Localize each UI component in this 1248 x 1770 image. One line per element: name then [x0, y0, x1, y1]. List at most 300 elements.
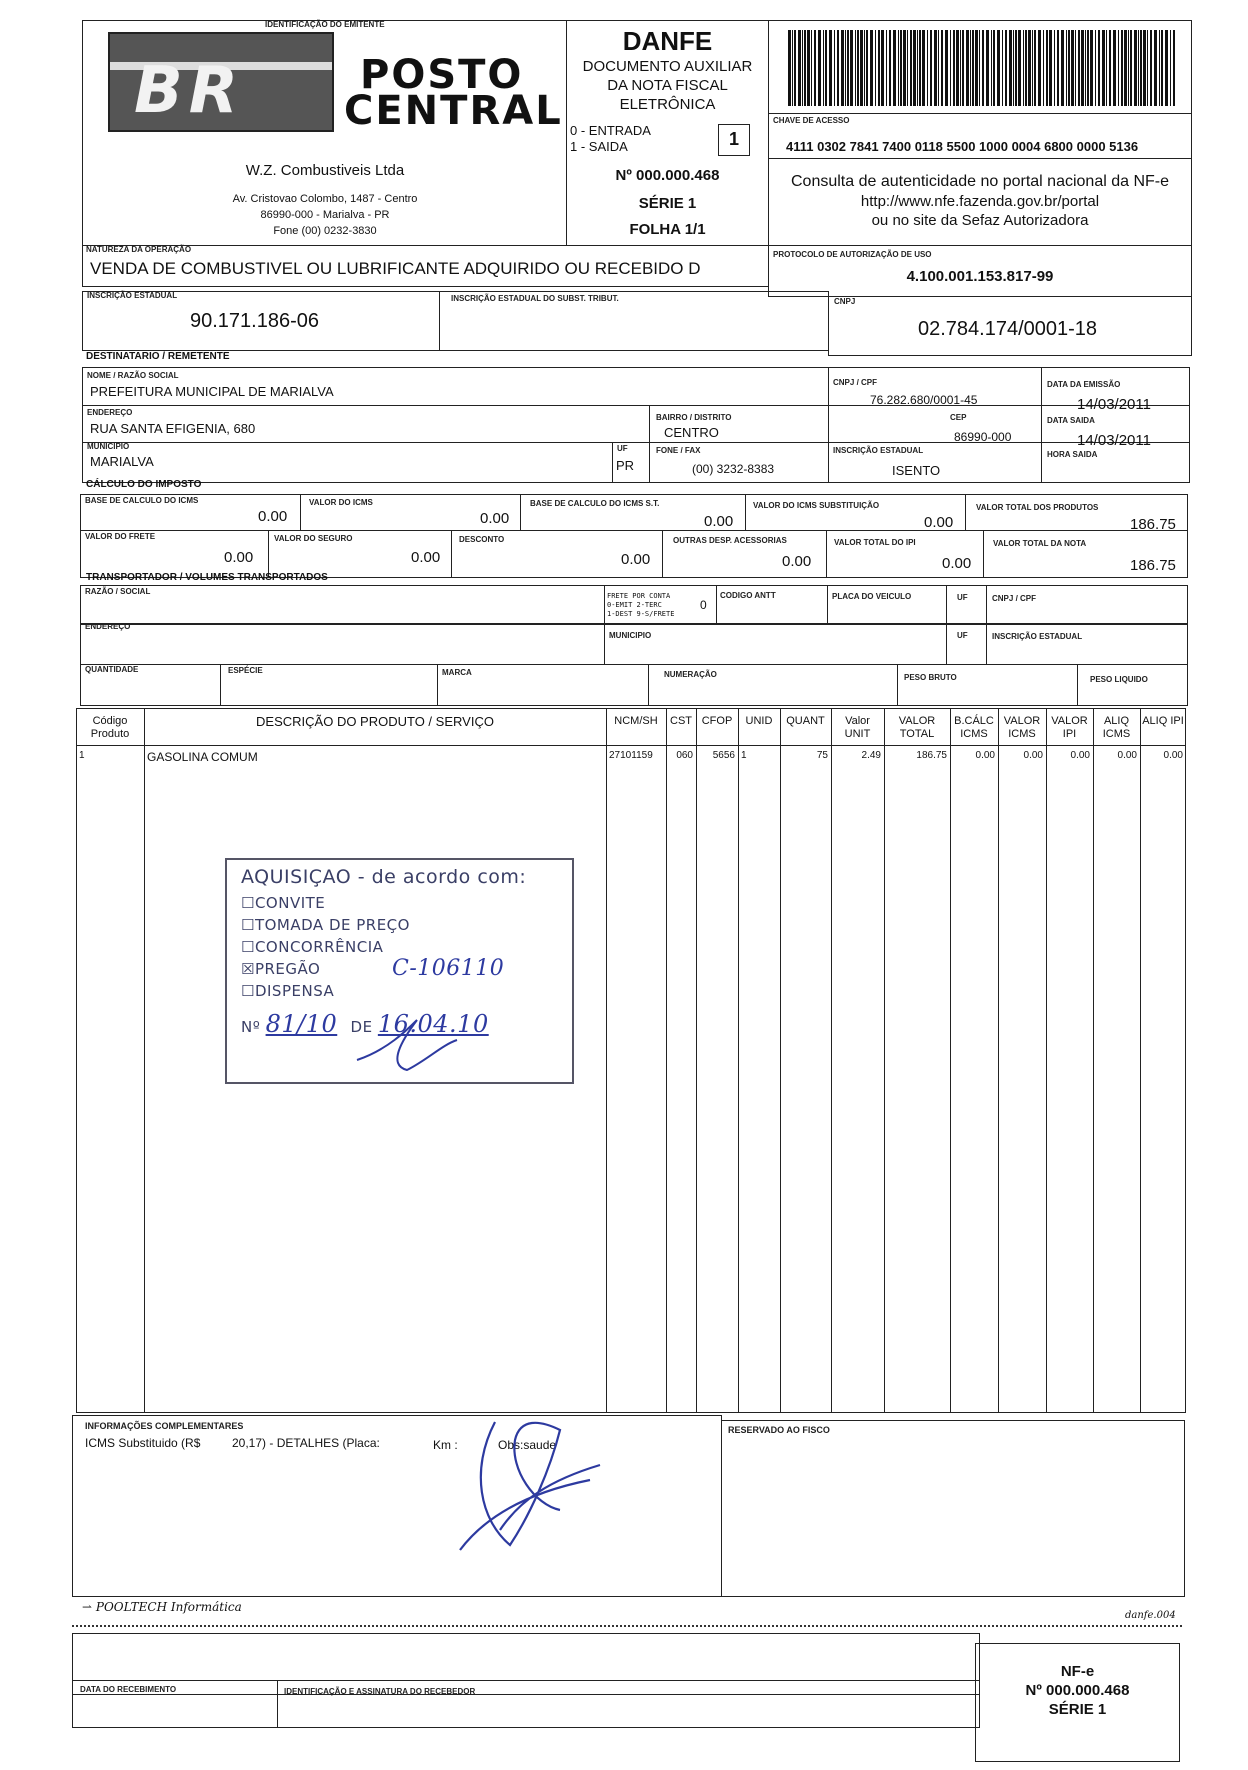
barcode-bar: [1165, 30, 1168, 106]
dest-uf: PR: [616, 458, 635, 473]
barcode-bar: [860, 30, 863, 106]
ipi-label: VALOR TOTAL DO IPI: [834, 538, 916, 547]
natureza-label: NATUREZA DA OPERAÇÃO: [86, 245, 192, 254]
barcode-bar: [857, 30, 859, 106]
table-cell: GASOLINA COMUM: [147, 750, 258, 764]
barcode-bar: [962, 30, 964, 106]
pooltech-icon: ⇀: [82, 1600, 93, 1614]
divider: [986, 623, 987, 665]
dest-endereco-label: ENDEREÇO: [87, 408, 133, 417]
pooltech-logo: [82, 1600, 242, 1614]
barcode-bar: [845, 30, 846, 106]
dest-cnpj: 76.282.680/0001-45: [870, 393, 978, 407]
barcode-bar: [788, 30, 791, 106]
divider: [716, 585, 717, 625]
fisco-label: RESERVADO AO FISCO: [728, 1425, 830, 1435]
column-divider: [1140, 708, 1141, 1413]
stamp-dispensa: DISPENSA: [254, 982, 335, 1000]
barcode-bar: [1057, 30, 1059, 106]
divider: [220, 664, 221, 706]
stamp-line-5: ☒PREGÃO: [241, 960, 321, 978]
table-cell: 060: [676, 750, 693, 761]
divider: [520, 494, 521, 530]
transp-quantidade-label: QUANTIDADE: [85, 665, 139, 674]
barcode-bar: [1098, 30, 1100, 106]
barcode-bar: [1023, 30, 1024, 106]
fisco-box: [721, 1420, 1185, 1597]
column-header: VALOR IPI: [1051, 715, 1088, 740]
consulta-line-3: ou no site da Sefaz Autorizadora: [871, 212, 1089, 229]
table-cell: 5656: [712, 750, 735, 761]
barcode-bar: [997, 30, 1000, 106]
consulta-line-1: Consulta de autenticidade no portal nacional da NF-e: [790, 173, 1170, 190]
dest-ie: ISENTO: [892, 463, 941, 478]
divider: [82, 442, 1190, 443]
column-header: QUANT: [786, 715, 825, 727]
dest-cep: 86990-000: [954, 430, 1012, 444]
barcode-bar: [1085, 30, 1086, 106]
barcode-bar: [1068, 30, 1070, 106]
barcode-bar: [922, 30, 925, 106]
column-divider: [884, 708, 885, 1413]
barcode-bar: [1140, 30, 1142, 106]
stamp-de-label: DE: [350, 1018, 373, 1036]
aquisicao-stamp: [225, 858, 574, 1084]
info-km: Km :: [433, 1438, 458, 1452]
transp-numeracao-label: NUMERAÇÃO: [664, 670, 717, 679]
column-divider: [738, 708, 739, 1413]
dest-emissao: 14/03/2011: [1077, 396, 1151, 413]
pooltech-text: POOLTECH Informática: [95, 1600, 242, 1614]
barcode-bar: [866, 30, 868, 106]
divider: [604, 623, 605, 665]
barcode-bar: [927, 30, 928, 106]
barcode-bar: [1170, 30, 1171, 106]
divider: [1077, 664, 1078, 706]
column-header: Valor UNIT: [844, 715, 871, 740]
transp-uf-label: UF: [957, 593, 968, 602]
barcode-bar: [1118, 30, 1119, 106]
seguro-label: VALOR DO SEGURO: [274, 534, 353, 543]
divider: [745, 494, 746, 530]
barcode-bar: [841, 30, 844, 106]
transp-marca-label: MARCA: [442, 668, 472, 677]
dest-fone: (00) 3232-8383: [692, 462, 775, 476]
dest-saida-label: DATA SAIDA: [1047, 416, 1095, 425]
emitente-endereco: Av. Cristovao Colombo, 1487 - Centro: [232, 193, 418, 205]
barcode-bar: [1066, 30, 1067, 106]
transp-ie-label: INSCRIÇÃO ESTADUAL: [992, 632, 1083, 641]
table-cell: 0.00: [1163, 750, 1183, 761]
valor-icms: 0.00: [480, 510, 510, 527]
destinatario-section: DESTINATARIO / REMETENTE: [86, 351, 230, 362]
barcode-bar: [1054, 30, 1055, 106]
stamp-concorrencia: CONCORRÊNCIA: [254, 938, 384, 956]
divider: [300, 494, 301, 530]
barcode-bar: [919, 30, 921, 106]
barcode-bar: [953, 30, 955, 106]
divider: [277, 1680, 278, 1728]
barcode-bar: [864, 30, 865, 106]
emitente-fone: Fone (00) 0232-3830: [273, 225, 377, 237]
barcode-bar: [1161, 30, 1163, 106]
table-cell: 1: [79, 750, 85, 761]
barcode-bar: [802, 30, 803, 106]
stamp-tomada: TOMADA DE PREÇO: [254, 916, 410, 934]
barcode-bar: [1015, 30, 1017, 106]
divider: [828, 367, 829, 483]
transp-placa-label: PLACA DO VEICULO: [832, 592, 912, 601]
barcode-bar: [1018, 30, 1021, 106]
frete-line-1: FRETE POR CONTA: [607, 592, 671, 600]
barcode-bar: [1034, 30, 1036, 106]
seguro: 0.00: [411, 549, 441, 566]
barcode-bar: [850, 30, 853, 106]
barcode-bar: [1071, 30, 1074, 106]
divider: [268, 530, 269, 578]
protocolo-value: 4.100.001.153.817-99: [906, 268, 1054, 285]
barcode-bar: [1087, 30, 1089, 106]
column-divider: [998, 708, 999, 1413]
consulta-line-2: http://www.nfe.fazenda.gov.br/portal: [860, 193, 1100, 210]
info-obs: Obs:saude: [498, 1438, 557, 1452]
barcode-bar: [811, 30, 812, 106]
barcode-bar: [966, 30, 969, 106]
barcode-bar: [825, 30, 827, 106]
divider: [768, 113, 1192, 114]
stamp-line-4: ☐CONCORRÊNCIA: [241, 938, 384, 956]
column-header: VALOR ICMS: [1003, 715, 1041, 740]
barcode-bar: [1081, 30, 1084, 106]
barcode-bar: [907, 30, 908, 106]
column-header: DESCRIÇÃO DO PRODUTO / SERVIÇO: [256, 714, 494, 729]
column-header: ALIQ ICMS: [1102, 715, 1131, 740]
column-header: UNID: [745, 715, 773, 727]
barcode-bar: [1130, 30, 1132, 106]
ie-value: 90.171.186-06: [190, 310, 320, 332]
barcode-bar: [1113, 30, 1116, 106]
dest-bairro-label: BAIRRO / DISTRITO: [656, 413, 732, 422]
barcode-bar: [1109, 30, 1111, 106]
barcode-bar: [1173, 30, 1175, 106]
barcode-bar: [1095, 30, 1096, 106]
total-nota: 186.75: [1130, 557, 1176, 574]
info-icms-val: 20,17) - DETALHES (Placa:: [232, 1436, 380, 1450]
barcode-bar: [1013, 30, 1014, 106]
natureza-value: VENDA DE COMBUSTIVEL OU LUBRIFICANTE ADQUIRIDO OU RECEBIDO D: [90, 259, 701, 278]
transp-razao-label: RAZÃO / SOCIAL: [85, 587, 151, 596]
base-st-label: BASE DE CALCULO DO ICMS S.T.: [530, 499, 660, 508]
barcode-bar: [993, 30, 995, 106]
imposto-section: CÁLCULO DO IMPOSTO: [86, 479, 202, 490]
barcode-bar: [1134, 30, 1137, 106]
transp-antt-label: CODIGO ANTT: [720, 591, 776, 600]
barcode-bar: [1032, 30, 1033, 106]
barcode-bar: [1159, 30, 1160, 106]
divider: [604, 585, 605, 625]
divider: [1041, 367, 1042, 483]
transp-uf2-label: UF: [957, 631, 968, 640]
barcode-bar: [1009, 30, 1012, 106]
barcode-bar: [881, 30, 884, 106]
emitente-razao: W.Z. Combustiveis Ltda: [245, 162, 405, 179]
ie-subst-label: INSCRIÇÃO ESTADUAL DO SUBST. TRIBUT.: [451, 294, 619, 303]
barcode-bar: [898, 30, 899, 106]
emitente-label: IDENTIFICAÇÃO DO EMITENTE: [265, 20, 385, 29]
outras-label: OUTRAS DESP. ACESSORIAS: [673, 536, 787, 545]
barcode-bar: [986, 30, 989, 106]
desconto: 0.00: [621, 551, 651, 568]
barcode-bar: [855, 30, 856, 106]
barcode-bar: [875, 30, 876, 106]
dest-municipio: MARIALVA: [90, 454, 154, 469]
divider: [612, 442, 613, 483]
stamp-line-1: AQUISIÇAO - de acordo com:: [241, 866, 527, 888]
divider: [82, 405, 1190, 406]
base-icms-label: BASE DE CALCULO DO ICMS: [85, 496, 199, 505]
barcode-bar: [807, 30, 810, 106]
column-divider: [666, 708, 667, 1413]
stamp-convite: CONVITE: [254, 894, 326, 912]
info-label: INFORMAÇÕES COMPLEMENTARES: [85, 1421, 244, 1431]
footer-nfe: NF-e: [1060, 1663, 1095, 1680]
transp-municipio-label: MUNICIPIO: [609, 631, 652, 640]
table-cell: 186.75: [916, 750, 947, 761]
barcode-bar: [893, 30, 896, 106]
danfe-entrada: 0 - ENTRADA: [570, 123, 651, 138]
logo-central-text: CENTRAL: [344, 88, 563, 134]
barcode-bar: [970, 30, 971, 106]
stamp-line-2: ☐CONVITE: [241, 894, 326, 912]
logo-posto-text: POSTO: [360, 52, 524, 98]
barcode-bar: [975, 30, 978, 106]
stamp-n-value: 81/10: [265, 1010, 338, 1038]
barcode-bar: [1028, 30, 1031, 106]
recebimento-label: DATA DO RECEBIMENTO: [80, 1685, 177, 1694]
dest-saida: 14/03/2011: [1077, 432, 1151, 449]
table-cell: 0.00: [1023, 750, 1043, 761]
dest-uf-label: UF: [617, 444, 628, 453]
barcode-bar: [1075, 30, 1076, 106]
dest-fone-label: FONE / FAX: [656, 446, 701, 455]
barcode-bar: [960, 30, 961, 106]
divider: [649, 405, 650, 483]
frete: 0.00: [224, 549, 254, 566]
dest-cnpj-label: CNPJ / CPF: [833, 378, 878, 387]
barcode-bar: [794, 30, 796, 106]
dest-endereco: RUA SANTA EFIGENIA, 680: [90, 421, 256, 436]
barcode-bar: [903, 30, 906, 106]
divider: [946, 585, 947, 625]
divider: [648, 664, 649, 706]
column-header: NCM/SH: [614, 715, 658, 727]
divider: [437, 664, 438, 706]
dest-nome: PREFEITURA MUNICIPAL DE MARIALVA: [90, 384, 334, 399]
barcode-bar: [1138, 30, 1139, 106]
column-divider: [831, 708, 832, 1413]
column-divider: [950, 708, 951, 1413]
barcode-bar: [979, 30, 980, 106]
transp-especie-label: ESPÉCIE: [228, 666, 263, 675]
barcode-bar: [792, 30, 793, 106]
barcode-bar: [982, 30, 984, 106]
barcode-bar: [930, 30, 932, 106]
barcode-bar: [1150, 30, 1152, 106]
barcode-bar: [804, 30, 806, 106]
br-logo: [108, 32, 334, 132]
outras: 0.00: [782, 553, 812, 570]
danfe-numero: Nº 000.000.468: [615, 167, 720, 184]
footer-serie: SÉRIE 1: [1048, 1701, 1107, 1718]
transp-box-2: [80, 623, 1188, 665]
barcode-bar: [945, 30, 948, 106]
stamp-signature: [347, 1010, 467, 1075]
column-divider: [696, 708, 697, 1413]
barcode-bar: [798, 30, 801, 106]
cnpj-value: 02.784.174/0001-18: [918, 318, 1098, 340]
danfe-folha: FOLHA 1/1: [629, 221, 706, 238]
barcode-bar: [1043, 30, 1044, 106]
barcode-bar: [889, 30, 891, 106]
valor-st-label: VALOR DO ICMS SUBSTITUIÇÃO: [753, 501, 880, 510]
barcode-bar: [1038, 30, 1041, 106]
stamp-n-label: Nº: [241, 1018, 261, 1036]
table-cell: 1: [741, 750, 747, 761]
dest-cep-label: CEP: [950, 413, 967, 422]
dest-hora-label: HORA SAIDA: [1047, 450, 1098, 459]
total-nota-label: VALOR TOTAL DA NOTA: [993, 539, 1087, 548]
column-header: ALIQ IPI: [1142, 715, 1184, 727]
total-prod-label: VALOR TOTAL DOS PRODUTOS: [976, 503, 1099, 512]
transportador-section: TRANSPORTADOR / VOLUMES TRANSPORTADOS: [86, 572, 328, 583]
divider: [946, 623, 947, 665]
barcode-bar: [1002, 30, 1003, 106]
barcode-bar: [886, 30, 887, 106]
frete-line-2: 0-EMIT 2-TERC: [607, 601, 662, 609]
column-header: CST: [670, 715, 692, 727]
cut-line: [72, 1625, 1182, 1627]
divider: [451, 530, 452, 578]
dest-municipio-label: MUNICIPIO: [87, 442, 130, 451]
divider: [983, 530, 984, 578]
divider: [76, 745, 1186, 746]
base-icms: 0.00: [258, 508, 288, 525]
column-divider: [1093, 708, 1094, 1413]
frete-line-3: 1-DEST 9-S/FRETE: [607, 610, 675, 618]
barcode-bar: [878, 30, 880, 106]
valor-icms-label: VALOR DO ICMS: [309, 498, 373, 507]
barcode-bar: [870, 30, 873, 106]
footer-numero: Nº 000.000.468: [1025, 1682, 1130, 1699]
barcode-bar: [900, 30, 902, 106]
barcode-bar: [1102, 30, 1105, 106]
stamp-hand-number: C-106110: [392, 956, 505, 981]
table-cell: 0.00: [975, 750, 995, 761]
transp-endereco-label: ENDEREÇO: [85, 622, 131, 631]
barcode-bar: [837, 30, 839, 106]
danfe-saida: 1 - SAIDA: [570, 139, 628, 154]
barcode-bar: [834, 30, 835, 106]
info-icms: ICMS Substituido (R$: [85, 1436, 201, 1450]
barcode-bar: [829, 30, 832, 106]
barcode-bar: [814, 30, 816, 106]
barcode-bar: [941, 30, 943, 106]
barcode-bar: [1078, 30, 1080, 106]
recebimento-row: [72, 1680, 980, 1728]
dest-bairro: CENTRO: [664, 425, 719, 440]
column-header: Código Produto: [90, 715, 130, 740]
barcode-bar: [1005, 30, 1007, 106]
danfe-tipo: 1: [728, 129, 739, 149]
table-cell: 0.00: [1070, 750, 1090, 761]
stamp-pregao: PREGÃO: [254, 960, 321, 978]
barcode-bar: [1090, 30, 1093, 106]
barcode-bar: [818, 30, 821, 106]
column-header: B.CÁLC ICMS: [954, 715, 994, 740]
stamp-date: 16.04.10: [377, 1010, 489, 1038]
valor-st: 0.00: [924, 514, 954, 531]
signature: [440, 1410, 620, 1560]
barcode-bar: [1106, 30, 1107, 106]
barcode-bar: [1061, 30, 1064, 106]
table-cell: 27101159: [609, 750, 653, 761]
barcode-bar: [972, 30, 974, 106]
danfe-serie: SÉRIE 1: [638, 195, 697, 212]
column-divider: [1046, 708, 1047, 1413]
barcode-bar: [917, 30, 918, 106]
stamp-line-6: ☐DISPENSA: [241, 982, 335, 1000]
barcode-bar: [950, 30, 951, 106]
transp-peso-bruto-label: PESO BRUTO: [904, 673, 957, 682]
barcode-bar: [910, 30, 912, 106]
transp-frete-value: 0: [700, 598, 707, 612]
transp-peso-liquido-label: PESO LIQUIDO: [1090, 675, 1148, 684]
barcode-bar: [991, 30, 992, 106]
barcode-bar: [1049, 30, 1052, 106]
divider: [827, 585, 828, 625]
divider: [768, 158, 1192, 159]
divider: [986, 585, 987, 625]
divider: [826, 530, 827, 578]
dest-ie-label: INSCRIÇÃO ESTADUAL: [833, 446, 924, 455]
emitente-cep: 86990-000 - Marialva - PR: [260, 209, 390, 221]
frete-label: VALOR DO FRETE: [85, 532, 156, 541]
barcode-bar: [1121, 30, 1123, 106]
danfe-subtitle-3: ELETRÔNICA: [619, 96, 716, 113]
barcode-bar: [1025, 30, 1027, 106]
column-divider: [606, 708, 607, 1413]
column-divider: [780, 708, 781, 1413]
divider: [80, 530, 1188, 531]
base-st: 0.00: [704, 513, 734, 530]
barcode-bar: [1147, 30, 1148, 106]
chave-value: 4111 0302 7841 7400 0118 5500 1000 0004 6800 0000 5136: [786, 139, 1139, 154]
barcode-bar: [938, 30, 939, 106]
chave-label: CHAVE DE ACESSO: [773, 116, 850, 125]
total-prod: 186.75: [1130, 516, 1176, 533]
logo-br-text: BR: [134, 54, 245, 128]
cnpj-label: CNPJ: [834, 297, 856, 306]
barcode-bar: [1128, 30, 1129, 106]
danfe-ref: danfe.004: [1125, 1610, 1176, 1621]
barcode-bar: [823, 30, 824, 106]
dest-nome-label: NOME / RAZÃO SOCIAL: [87, 371, 179, 380]
table-cell: 75: [816, 750, 828, 761]
transp-cnpj-label: CNPJ / CPF: [992, 594, 1037, 603]
barcode-bar: [1124, 30, 1127, 106]
barcode-bar: [1046, 30, 1048, 106]
divider: [662, 530, 663, 578]
